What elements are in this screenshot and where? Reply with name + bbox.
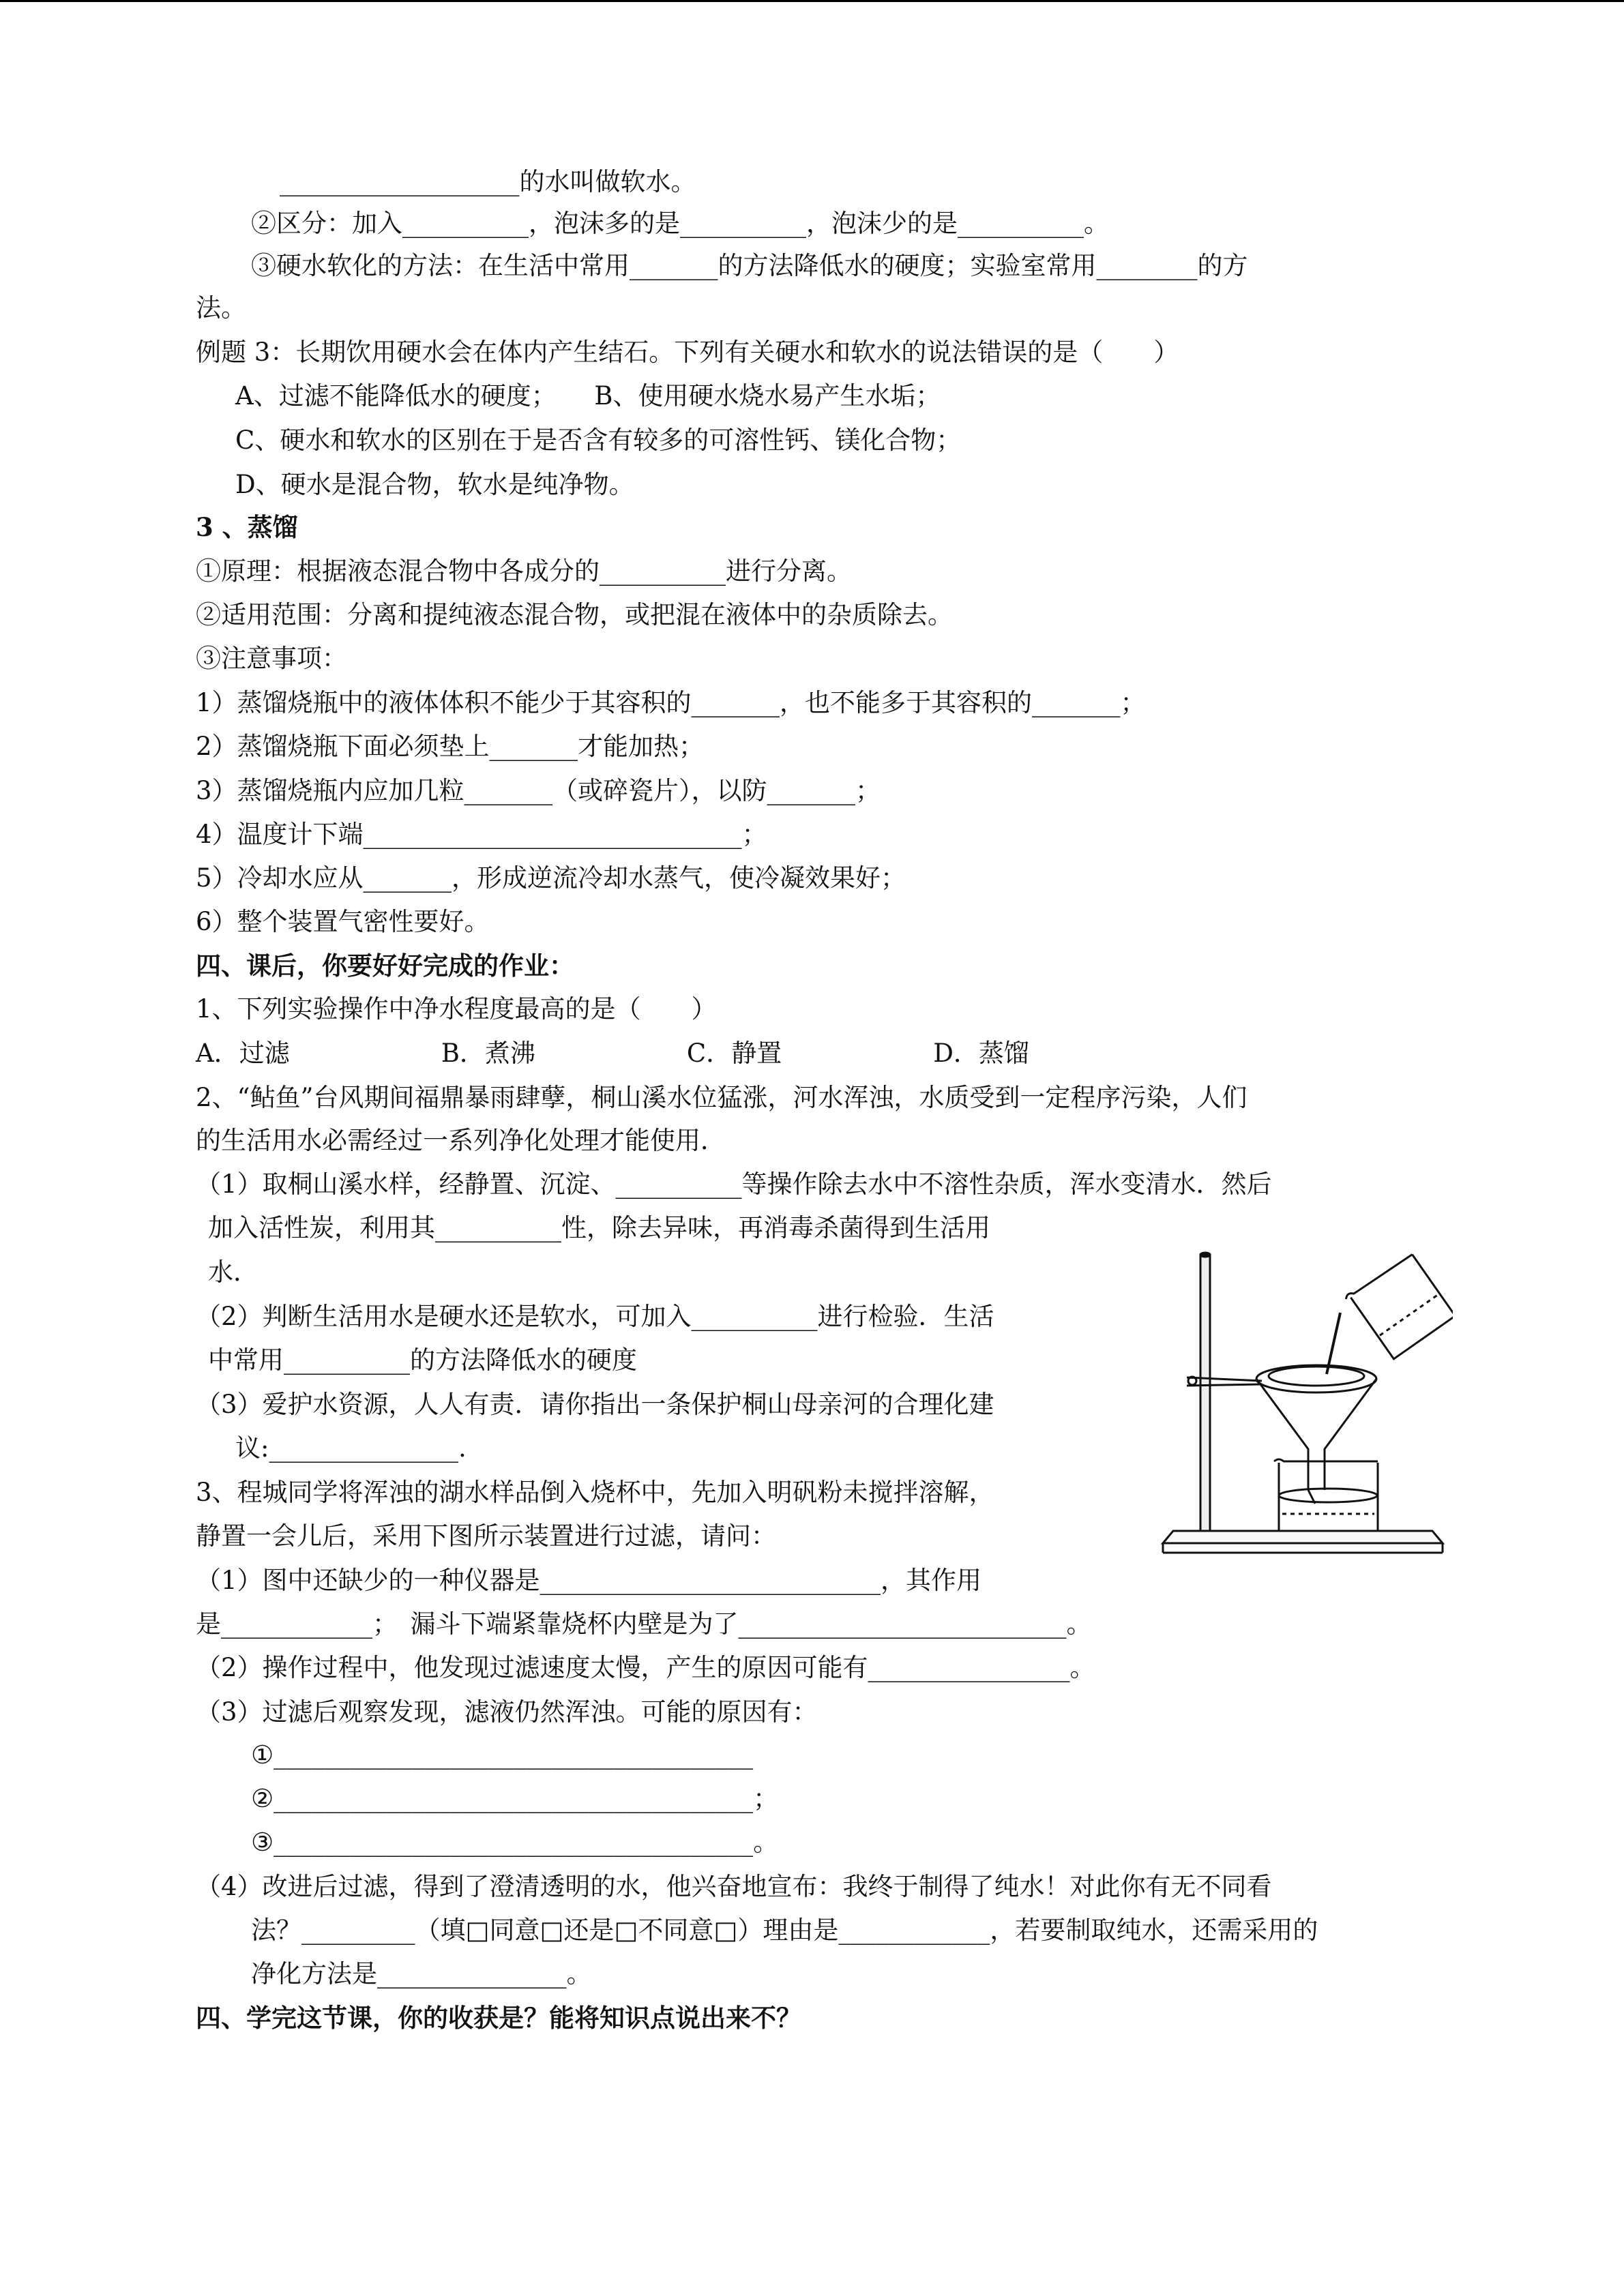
text-line: ___________________的水叫做软水。 <box>280 167 696 196</box>
text-line: ②区分：加入__________，泡沫多的是__________，泡沫少的是__________。 <box>251 209 1109 238</box>
text-line: ①原理：根据液态混合物中各成分的__________进行分离。 <box>196 556 852 586</box>
text-line: 5）冷却水应从_______，形成逆流冷却水蒸气，使冷凝效果好； <box>196 863 906 893</box>
text-line: A、过滤不能降低水的硬度； B、使用硬水烧水易产生水垢； <box>235 381 941 411</box>
text-line: （3）过滤后观察发现，滤液仍然浑浊。可能的原因有： <box>196 1697 818 1727</box>
text-line: 净化方法是_______________。 <box>251 1959 592 1988</box>
text-line: 中常用__________的方法降低水的硬度 <box>208 1345 637 1375</box>
text-line: 3）蒸馏烧瓶内应加几粒_______（或碎瓷片），以防_______； <box>196 776 881 805</box>
text-line: 加入活性炭，利用其__________性，除去异味，再消毒杀菌得到生活用 <box>208 1213 990 1242</box>
text-line: ②______________________________________； <box>251 1784 779 1813</box>
text-line: 是____________； 漏斗下端紧靠烧杯内壁是为了__________________________。 <box>196 1609 1092 1639</box>
text-line: （4）改进后过滤，得到了澄清透明的水，他兴奋地宣布：我终于制得了纯水！对此你有无不同看 <box>196 1872 1272 1901</box>
filtration-apparatus-figure <box>1160 1244 1453 1565</box>
text-line: 四、学完这节课，你的收获是？能将知识点说出来不？ <box>196 2003 801 2033</box>
text-line: 1）蒸馏烧瓶中的液体体积不能少于其容积的_______，也不能多于其容积的_______； <box>196 688 1146 717</box>
text-line: （2）操作过程中，他发现过滤速度太慢，产生的原因可能有________________。 <box>196 1653 1095 1682</box>
text-line: 法。 <box>196 293 246 323</box>
text-line: 3、程城同学将浑浊的湖水样品倒入烧杯中，先加入明矾粉未搅拌溶解， <box>196 1478 994 1507</box>
text-line: 四、课后，你要好好完成的作业： <box>196 951 574 981</box>
text-line: 1、下列实验操作中净水程度最高的是（ ） <box>196 994 717 1024</box>
text-line: 议:_______________. <box>235 1433 467 1463</box>
text-line: C、硬水和软水的区别在于是否含有较多的可溶性钙、镁化合物； <box>235 426 962 455</box>
text-line: 例题 3：长期饮用硬水会在体内产生结石。下列有关硬水和软水的说法错误的是（ ） <box>196 338 1179 367</box>
text-line: ①______________________________________ <box>251 1740 754 1770</box>
funnel-cone <box>1256 1379 1376 1490</box>
text-line: 的生活用水必需经过一系列净化处理才能使用． <box>196 1126 726 1155</box>
text-line: ③______________________________________。 <box>251 1828 779 1857</box>
text-line: ③注意事项： <box>196 644 347 673</box>
text-line: 法？_________（填□同意□还是□不同意□）理由是____________，若要制取纯水，还需采用的 <box>251 1915 1318 1945</box>
text-line: （3）爱护水资源，人人有责．请你指出一条保护桐山母亲河的合理化建 <box>196 1390 994 1419</box>
text-line: 静置一会儿后，采用下图所示装置进行过滤，请问： <box>196 1521 776 1551</box>
text-line: D、硬水是混合物，软水是纯净物。 <box>235 470 634 499</box>
stand-base <box>1163 1531 1443 1543</box>
page-top-border <box>0 0 1624 2</box>
beaker <box>1279 1463 1378 1531</box>
ring-clamp <box>1187 1377 1262 1386</box>
text-line: （1）图中还缺少的一种仪器是___________________________，其作用 <box>196 1566 982 1595</box>
text-line: A．过滤 B．煮沸 C．静置 D．蒸馏 <box>196 1039 1029 1068</box>
text-line: 3 、蒸馏 <box>196 512 298 542</box>
text-line: ③硬水软化的方法：在生活中常用_______的方法降低水的硬度；实验室常用________的方 <box>251 251 1248 280</box>
text-line: 6）整个装置气密性要好。 <box>196 907 490 936</box>
text-line: ②适用范围：分离和提纯液态混合物，或把混在液体中的杂质除去。 <box>196 600 953 629</box>
text-line: 水． <box>208 1257 259 1287</box>
text-line: （2）判断生活用水是硬水还是软水，可加入__________进行检验．生活 <box>196 1302 994 1331</box>
funnel-rim <box>1256 1365 1376 1392</box>
text-line: 4）温度计下端______________________________； <box>196 820 767 849</box>
pouring-beaker <box>1350 1255 1453 1359</box>
text-line: 2、“鲇鱼”台风期间福鼎暴雨肆孽，桐山溪水位猛涨，河水浑浊，水质受到一定程序污染，人们 <box>196 1083 1247 1112</box>
stand-rod <box>1200 1255 1210 1531</box>
text-line: （1）取桐山溪水样，经静置、沉淀、__________等操作除去水中不溶性杂质，浑水变清水．然后 <box>196 1169 1272 1199</box>
text-line: 2）蒸馏烧瓶下面必须垫上_______才能加热； <box>196 732 705 761</box>
